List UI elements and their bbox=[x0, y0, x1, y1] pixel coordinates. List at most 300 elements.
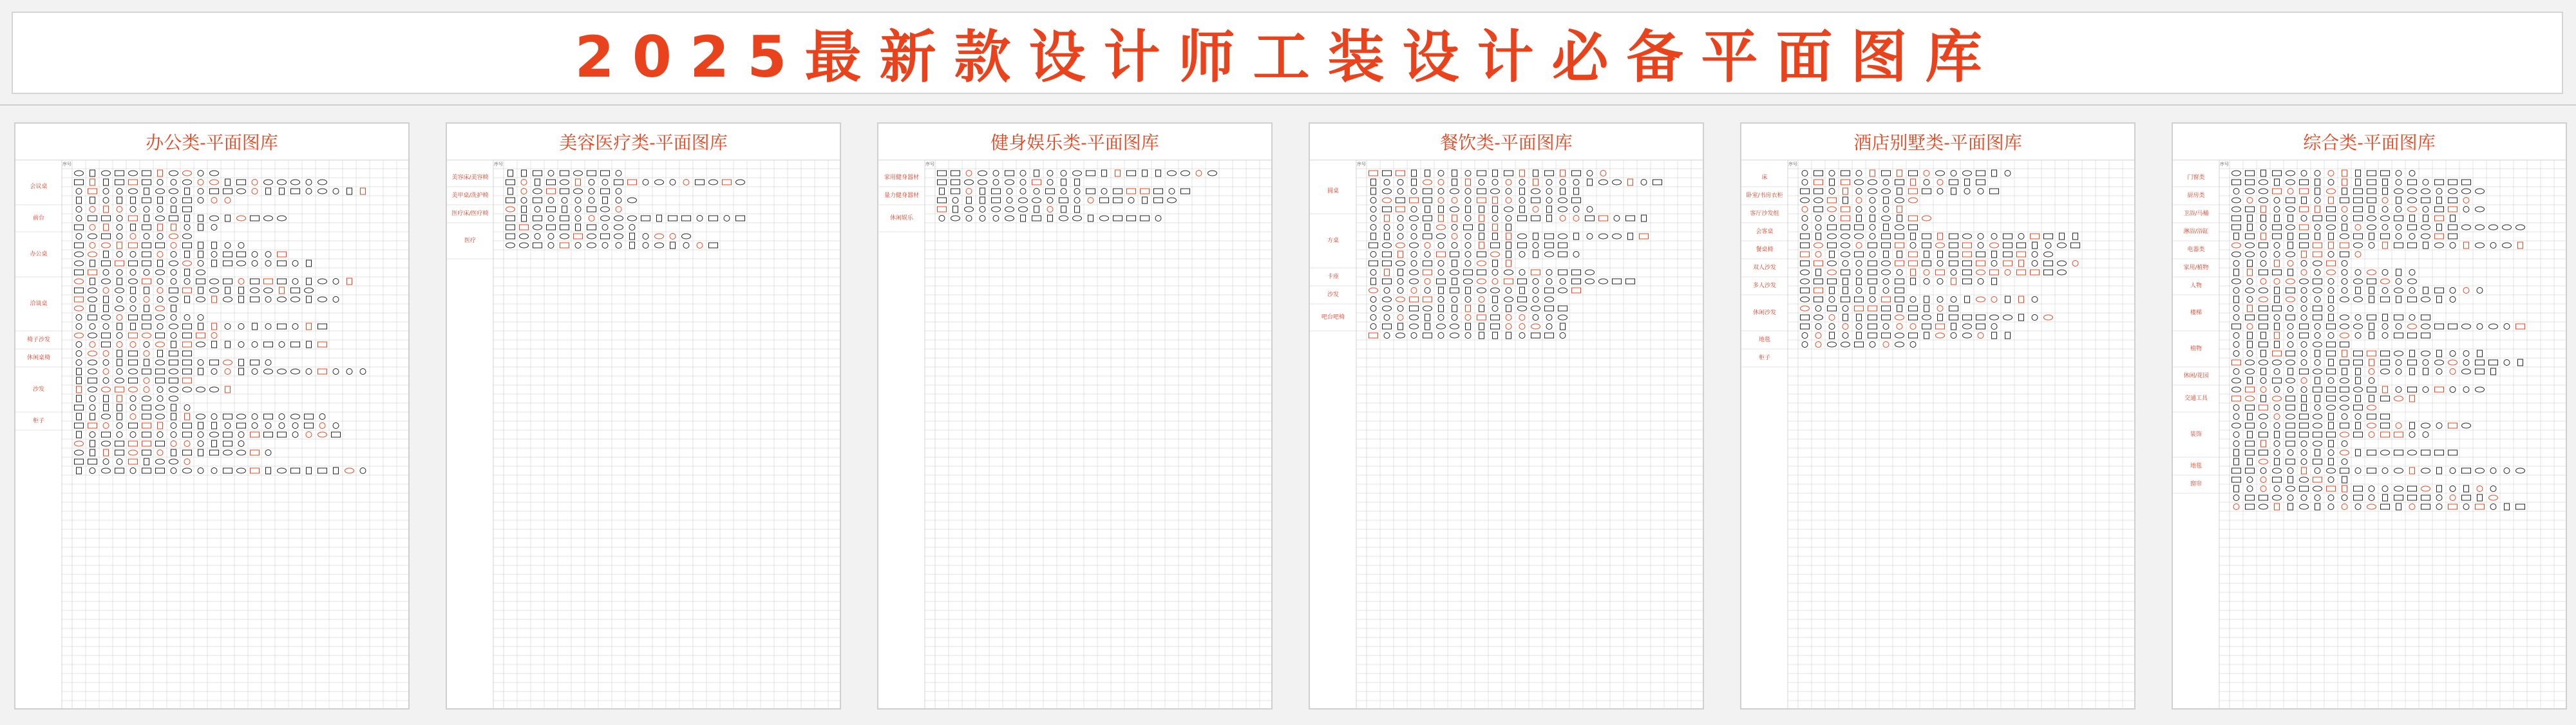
furniture-symbol-icon bbox=[1843, 188, 1848, 194]
furniture-symbol-icon bbox=[333, 189, 339, 194]
furniture-symbol-icon bbox=[709, 180, 718, 185]
furniture-symbol-icon bbox=[184, 441, 190, 447]
furniture-symbol-icon bbox=[1613, 234, 1622, 239]
furniture-symbol-icon bbox=[210, 360, 219, 365]
furniture-symbol-icon bbox=[1560, 170, 1566, 176]
furniture-symbol-icon bbox=[2246, 441, 2255, 446]
furniture-symbol-icon bbox=[1909, 333, 1918, 338]
furniture-symbol-icon bbox=[1801, 288, 1810, 293]
furniture-symbol-icon bbox=[2232, 180, 2241, 185]
furniture-symbol-icon bbox=[171, 279, 176, 285]
grid-lines bbox=[15, 160, 408, 708]
furniture-symbol-icon bbox=[2421, 315, 2430, 320]
furniture-symbol-icon bbox=[614, 180, 623, 185]
furniture-symbol-icon bbox=[2300, 180, 2309, 185]
furniture-symbol-icon bbox=[347, 278, 352, 285]
furniture-symbol-icon bbox=[2355, 252, 2361, 258]
furniture-symbol-icon bbox=[2394, 288, 2403, 293]
furniture-symbol-icon bbox=[305, 414, 314, 419]
furniture-symbol-icon bbox=[2340, 252, 2349, 257]
furniture-symbol-icon bbox=[1465, 252, 1471, 258]
furniture-symbol-icon bbox=[142, 441, 151, 446]
furniture-symbol-icon bbox=[1828, 261, 1837, 266]
furniture-symbol-icon bbox=[548, 198, 554, 203]
furniture-symbol-icon bbox=[1882, 315, 1891, 320]
furniture-symbol-icon bbox=[157, 279, 163, 285]
furniture-symbol-icon bbox=[1870, 170, 1875, 176]
furniture-symbol-icon bbox=[1922, 324, 1931, 329]
furniture-symbol-icon bbox=[2356, 287, 2361, 294]
furniture-symbol-icon bbox=[1573, 180, 1579, 185]
category-label: 会议桌 bbox=[30, 184, 48, 190]
furniture-symbol-icon bbox=[2423, 387, 2429, 393]
furniture-symbol-icon bbox=[560, 171, 569, 176]
furniture-symbol-icon bbox=[252, 252, 258, 258]
furniture-symbol-icon bbox=[198, 171, 204, 176]
furniture-symbol-icon bbox=[2286, 396, 2295, 401]
furniture-symbol-icon bbox=[2005, 296, 2011, 303]
furniture-symbol-icon bbox=[212, 440, 217, 447]
furniture-symbol-icon bbox=[2327, 189, 2336, 194]
furniture-symbol-icon bbox=[142, 324, 151, 329]
furniture-symbol-icon bbox=[1802, 171, 1808, 176]
furniture-symbol-icon bbox=[1895, 333, 1904, 338]
furniture-symbol-icon bbox=[1546, 198, 1552, 203]
furniture-symbol-icon bbox=[76, 351, 82, 357]
furniture-symbol-icon bbox=[2382, 225, 2388, 231]
furniture-symbol-icon bbox=[2503, 243, 2512, 248]
furniture-symbol-icon bbox=[117, 225, 122, 231]
furniture-symbol-icon bbox=[2261, 440, 2266, 447]
furniture-symbol-icon bbox=[2354, 216, 2363, 221]
furniture-symbol-icon bbox=[2248, 305, 2253, 312]
furniture-symbol-icon bbox=[2260, 477, 2266, 483]
furniture-symbol-icon bbox=[129, 387, 138, 392]
furniture-symbol-icon bbox=[251, 279, 260, 284]
furniture-symbol-icon bbox=[2421, 189, 2430, 194]
furniture-symbol-icon bbox=[1452, 305, 1457, 312]
furniture-symbol-icon bbox=[2288, 233, 2293, 240]
furniture-symbol-icon bbox=[2246, 252, 2255, 257]
furniture-symbol-icon bbox=[1385, 233, 1390, 240]
furniture-symbol-icon bbox=[225, 423, 231, 429]
furniture-symbol-icon bbox=[1924, 180, 1929, 185]
furniture-symbol-icon bbox=[1425, 224, 1430, 231]
furniture-symbol-icon bbox=[2476, 225, 2485, 230]
furniture-symbol-icon bbox=[1884, 251, 1889, 258]
furniture-symbol-icon bbox=[1383, 171, 1392, 176]
furniture-symbol-icon bbox=[2246, 405, 2255, 410]
furniture-symbol-icon bbox=[1465, 315, 1471, 321]
furniture-symbol-icon bbox=[144, 234, 149, 240]
furniture-symbol-icon bbox=[1504, 270, 1513, 275]
furniture-symbol-icon bbox=[278, 279, 287, 284]
furniture-symbol-icon bbox=[1397, 189, 1403, 194]
furniture-symbol-icon bbox=[196, 414, 205, 419]
furniture-symbol-icon bbox=[1829, 315, 1835, 321]
furniture-symbol-icon bbox=[169, 216, 178, 221]
furniture-symbol-icon bbox=[75, 297, 84, 302]
furniture-symbol-icon bbox=[2327, 396, 2336, 401]
furniture-symbol-icon bbox=[1452, 297, 1457, 303]
furniture-symbol-icon bbox=[2259, 342, 2268, 347]
furniture-symbol-icon bbox=[614, 216, 623, 221]
furniture-symbol-icon bbox=[2247, 279, 2253, 285]
furniture-symbol-icon bbox=[1439, 305, 1444, 312]
furniture-symbol-icon bbox=[2342, 179, 2347, 185]
category-label: 多人沙发 bbox=[1752, 283, 1776, 289]
furniture-symbol-icon bbox=[2462, 180, 2471, 185]
furniture-symbol-icon bbox=[1937, 180, 1943, 185]
furniture-symbol-icon bbox=[2301, 306, 2307, 312]
furniture-symbol-icon bbox=[1936, 171, 1945, 176]
furniture-symbol-icon bbox=[102, 216, 111, 221]
furniture-symbol-icon bbox=[2248, 260, 2253, 267]
furniture-symbol-icon bbox=[117, 216, 122, 221]
furniture-symbol-icon bbox=[2421, 333, 2430, 338]
furniture-symbol-icon bbox=[77, 395, 82, 402]
furniture-symbol-icon bbox=[238, 324, 244, 330]
furniture-symbol-icon bbox=[1991, 324, 1997, 330]
furniture-symbol-icon bbox=[117, 459, 122, 465]
furniture-symbol-icon bbox=[103, 324, 109, 330]
furniture-symbol-icon bbox=[223, 279, 232, 284]
furniture-symbol-icon bbox=[225, 198, 231, 203]
furniture-symbol-icon bbox=[278, 369, 287, 374]
furniture-symbol-icon bbox=[2286, 360, 2295, 365]
furniture-symbol-icon bbox=[2300, 414, 2309, 419]
furniture-symbol-icon bbox=[183, 450, 192, 455]
furniture-symbol-icon bbox=[307, 323, 312, 330]
furniture-symbol-icon bbox=[129, 441, 138, 446]
furniture-symbol-icon bbox=[2410, 215, 2415, 221]
furniture-symbol-icon bbox=[2329, 296, 2334, 303]
furniture-symbol-icon bbox=[1531, 189, 1540, 194]
furniture-symbol-icon bbox=[2448, 189, 2458, 194]
furniture-symbol-icon bbox=[102, 387, 111, 392]
furniture-symbol-icon bbox=[2300, 477, 2309, 482]
furniture-symbol-icon bbox=[2396, 269, 2401, 276]
furniture-symbol-icon bbox=[601, 216, 610, 221]
furniture-symbol-icon bbox=[1801, 234, 1810, 239]
furniture-symbol-icon bbox=[237, 468, 246, 473]
furniture-symbol-icon bbox=[129, 189, 138, 194]
furniture-symbol-icon bbox=[614, 225, 623, 230]
furniture-symbol-icon bbox=[1479, 180, 1484, 185]
furniture-symbol-icon bbox=[90, 207, 95, 212]
furniture-symbol-icon bbox=[1506, 180, 1511, 185]
furniture-symbol-icon bbox=[2464, 485, 2469, 492]
furniture-symbol-icon bbox=[1438, 189, 1444, 194]
furniture-symbol-icon bbox=[1951, 278, 1956, 285]
furniture-symbol-icon bbox=[318, 342, 327, 347]
furniture-symbol-icon bbox=[238, 432, 244, 438]
furniture-symbol-icon bbox=[1963, 261, 1972, 266]
furniture-symbol-icon bbox=[102, 432, 111, 437]
furniture-symbol-icon bbox=[1868, 279, 1877, 284]
furniture-symbol-icon bbox=[2489, 225, 2498, 230]
furniture-symbol-icon bbox=[1439, 287, 1444, 294]
furniture-symbol-icon bbox=[1506, 189, 1511, 194]
furniture-symbol-icon bbox=[2246, 180, 2255, 185]
furniture-symbol-icon bbox=[1073, 216, 1082, 221]
furniture-symbol-icon bbox=[1963, 279, 1972, 284]
furniture-symbol-icon bbox=[265, 450, 271, 456]
furniture-symbol-icon bbox=[1951, 270, 1956, 276]
furniture-symbol-icon bbox=[318, 369, 327, 374]
grid-header bbox=[925, 160, 1271, 169]
furniture-symbol-icon bbox=[2342, 270, 2347, 276]
furniture-symbol-icon bbox=[1034, 189, 1039, 194]
furniture-symbol-icon bbox=[506, 243, 515, 248]
furniture-symbol-icon bbox=[601, 189, 610, 194]
furniture-symbol-icon bbox=[2410, 467, 2415, 474]
furniture-symbol-icon bbox=[1870, 207, 1875, 212]
furniture-symbol-icon bbox=[1506, 198, 1511, 203]
furniture-symbol-icon bbox=[2450, 468, 2456, 474]
furniture-symbol-icon bbox=[2354, 297, 2363, 302]
furniture-symbol-icon bbox=[1369, 261, 1378, 266]
furniture-symbol-icon bbox=[1949, 261, 1958, 266]
furniture-symbol-icon bbox=[1450, 207, 1459, 212]
furniture-symbol-icon bbox=[2340, 450, 2349, 455]
furniture-symbol-icon bbox=[2394, 495, 2403, 500]
furniture-symbol-icon bbox=[938, 171, 947, 176]
furniture-symbol-icon bbox=[1423, 297, 1432, 302]
furniture-symbol-icon bbox=[2301, 171, 2307, 176]
furniture-symbol-icon bbox=[1519, 333, 1525, 339]
furniture-symbol-icon bbox=[305, 288, 314, 293]
furniture-symbol-icon bbox=[1465, 243, 1471, 249]
furniture-symbol-icon bbox=[2396, 197, 2401, 203]
furniture-symbol-icon bbox=[1383, 198, 1392, 203]
furniture-symbol-icon bbox=[724, 216, 730, 221]
furniture-symbol-icon bbox=[2301, 378, 2307, 384]
furniture-symbol-icon bbox=[291, 369, 300, 374]
furniture-symbol-icon bbox=[1493, 170, 1498, 176]
furniture-symbol-icon bbox=[2329, 359, 2334, 366]
furniture-symbol-icon bbox=[142, 180, 151, 185]
furniture-symbol-icon bbox=[1533, 170, 1539, 176]
furniture-symbol-icon bbox=[2315, 198, 2320, 203]
furniture-symbol-icon bbox=[980, 188, 985, 194]
furniture-symbol-icon bbox=[533, 198, 542, 203]
furniture-symbol-icon bbox=[1385, 269, 1390, 276]
page-title: 2025最新款设计师工装设计必备平面图库 bbox=[574, 24, 2000, 90]
furniture-symbol-icon bbox=[1855, 234, 1864, 239]
furniture-symbol-icon bbox=[1978, 279, 1984, 285]
furniture-symbol-icon bbox=[196, 270, 205, 275]
furniture-symbol-icon bbox=[1802, 207, 1808, 212]
grid-lines bbox=[1310, 160, 1703, 708]
furniture-symbol-icon bbox=[2463, 207, 2469, 212]
furniture-symbol-icon bbox=[1046, 189, 1055, 194]
furniture-symbol-icon bbox=[1101, 189, 1107, 194]
furniture-symbol-icon bbox=[1841, 216, 1850, 221]
furniture-symbol-icon bbox=[2355, 504, 2361, 510]
furniture-symbol-icon bbox=[171, 270, 176, 276]
furniture-symbol-icon bbox=[1856, 288, 1862, 294]
furniture-symbol-icon bbox=[1599, 279, 1608, 284]
furniture-symbol-icon bbox=[129, 450, 138, 455]
furniture-symbol-icon bbox=[130, 270, 136, 276]
furniture-symbol-icon bbox=[117, 270, 122, 276]
furniture-symbol-icon bbox=[2286, 441, 2295, 446]
furniture-symbol-icon bbox=[1506, 242, 1511, 249]
furniture-symbol-icon bbox=[223, 189, 232, 194]
furniture-symbol-icon bbox=[1464, 279, 1473, 284]
furniture-symbol-icon bbox=[1464, 225, 1473, 230]
furniture-symbol-icon bbox=[1410, 216, 1419, 221]
furniture-symbol-icon bbox=[88, 369, 97, 374]
furniture-symbol-icon bbox=[1506, 332, 1511, 339]
furniture-symbol-icon bbox=[2274, 369, 2280, 375]
furniture-symbol-icon bbox=[1613, 180, 1622, 185]
furniture-symbol-icon bbox=[1843, 197, 1848, 203]
furniture-symbol-icon bbox=[993, 216, 999, 221]
furniture-symbol-icon bbox=[2328, 306, 2334, 312]
furniture-symbol-icon bbox=[1384, 288, 1390, 294]
furniture-symbol-icon bbox=[2490, 243, 2496, 249]
furniture-symbol-icon bbox=[144, 359, 149, 366]
furniture-symbol-icon bbox=[171, 252, 176, 258]
furniture-symbol-icon bbox=[77, 386, 82, 393]
category-label: 装饰 bbox=[2190, 431, 2202, 438]
panel-dining bbox=[1309, 122, 1704, 710]
furniture-symbol-icon bbox=[1949, 315, 1958, 320]
furniture-symbol-icon bbox=[1613, 279, 1622, 284]
furniture-symbol-icon bbox=[2342, 441, 2347, 447]
furniture-symbol-icon bbox=[1397, 225, 1403, 231]
furniture-symbol-icon bbox=[169, 369, 178, 374]
furniture-symbol-icon bbox=[210, 288, 219, 293]
furniture-symbol-icon bbox=[1369, 243, 1378, 248]
furniture-symbol-icon bbox=[117, 432, 122, 438]
furniture-symbol-icon bbox=[1452, 198, 1457, 203]
furniture-symbol-icon bbox=[157, 450, 163, 456]
furniture-symbol-icon bbox=[251, 360, 260, 365]
furniture-symbol-icon bbox=[1653, 180, 1662, 185]
furniture-symbol-icon bbox=[1587, 234, 1593, 240]
furniture-symbol-icon bbox=[2408, 279, 2417, 284]
furniture-symbol-icon bbox=[1493, 206, 1498, 212]
furniture-symbol-icon bbox=[1518, 297, 1527, 302]
furniture-symbol-icon bbox=[1801, 198, 1810, 203]
furniture-symbol-icon bbox=[278, 261, 287, 266]
furniture-symbol-icon bbox=[130, 414, 136, 420]
furniture-symbol-icon bbox=[157, 180, 163, 185]
panel-hotel bbox=[1740, 122, 2136, 710]
furniture-symbol-icon bbox=[223, 297, 232, 302]
furniture-symbol-icon bbox=[90, 432, 95, 438]
furniture-symbol-icon bbox=[1801, 261, 1810, 266]
furniture-symbol-icon bbox=[1533, 207, 1539, 212]
furniture-symbol-icon bbox=[198, 215, 204, 221]
furniture-symbol-icon bbox=[2328, 378, 2334, 384]
furniture-symbol-icon bbox=[2233, 351, 2239, 357]
furniture-symbol-icon bbox=[1113, 198, 1122, 203]
furniture-symbol-icon bbox=[318, 180, 327, 185]
furniture-symbol-icon bbox=[1855, 180, 1864, 185]
furniture-symbol-icon bbox=[2516, 504, 2525, 509]
furniture-symbol-icon bbox=[223, 252, 232, 257]
furniture-symbol-icon bbox=[2287, 450, 2293, 456]
furniture-symbol-icon bbox=[1466, 287, 1471, 294]
furniture-symbol-icon bbox=[1937, 261, 1943, 267]
furniture-symbol-icon bbox=[144, 458, 149, 465]
panel-beauty-medical bbox=[446, 122, 841, 710]
furniture-symbol-icon bbox=[2354, 432, 2363, 437]
furniture-symbol-icon bbox=[2246, 207, 2255, 212]
furniture-symbol-icon bbox=[1102, 170, 1107, 176]
furniture-symbol-icon bbox=[2450, 215, 2456, 221]
furniture-symbol-icon bbox=[2340, 342, 2349, 347]
furniture-symbol-icon bbox=[2340, 387, 2349, 392]
furniture-symbol-icon bbox=[2382, 198, 2388, 203]
furniture-symbol-icon bbox=[1371, 179, 1376, 185]
furniture-symbol-icon bbox=[940, 188, 945, 194]
furniture-symbol-icon bbox=[2476, 243, 2485, 248]
furniture-symbol-icon bbox=[238, 243, 244, 249]
furniture-symbol-icon bbox=[993, 171, 999, 176]
furniture-symbol-icon bbox=[278, 324, 287, 329]
furniture-symbol-icon bbox=[2329, 422, 2334, 429]
furniture-symbol-icon bbox=[2421, 486, 2430, 491]
furniture-symbol-icon bbox=[185, 188, 190, 194]
furniture-symbol-icon bbox=[1801, 306, 1810, 311]
furniture-symbol-icon bbox=[2005, 171, 2011, 176]
furniture-symbol-icon bbox=[2261, 215, 2266, 221]
furniture-symbol-icon bbox=[1423, 270, 1432, 275]
furniture-symbol-icon bbox=[2232, 324, 2241, 329]
furniture-symbol-icon bbox=[2462, 369, 2471, 374]
furniture-symbol-icon bbox=[2356, 449, 2361, 456]
furniture-symbol-icon bbox=[278, 216, 287, 221]
furniture-symbol-icon bbox=[1479, 233, 1484, 240]
furniture-symbol-icon bbox=[2394, 468, 2403, 473]
furniture-symbol-icon bbox=[2286, 423, 2295, 428]
furniture-symbol-icon bbox=[2232, 477, 2241, 482]
furniture-symbol-icon bbox=[2286, 351, 2295, 356]
furniture-symbol-icon bbox=[2233, 288, 2239, 294]
furniture-symbol-icon bbox=[602, 180, 608, 185]
furniture-symbol-icon bbox=[1895, 180, 1904, 185]
furniture-symbol-icon bbox=[2300, 189, 2309, 194]
furniture-symbol-icon bbox=[2005, 332, 2011, 339]
furniture-symbol-icon bbox=[1450, 189, 1459, 194]
furniture-symbol-icon bbox=[183, 171, 192, 176]
furniture-symbol-icon bbox=[1520, 188, 1525, 194]
furniture-symbol-icon bbox=[1005, 180, 1014, 185]
furniture-symbol-icon bbox=[1560, 188, 1566, 194]
furniture-symbol-icon bbox=[264, 432, 273, 437]
furniture-symbol-icon bbox=[1423, 198, 1432, 203]
furniture-symbol-icon bbox=[2448, 324, 2458, 329]
furniture-symbol-icon bbox=[1438, 315, 1444, 321]
furniture-symbol-icon bbox=[952, 198, 958, 203]
furniture-symbol-icon bbox=[196, 342, 205, 347]
furniture-symbol-icon bbox=[115, 450, 124, 455]
furniture-symbol-icon bbox=[2394, 333, 2403, 338]
furniture-symbol-icon bbox=[2234, 449, 2239, 456]
furniture-symbol-icon bbox=[1883, 180, 1889, 185]
furniture-symbol-icon bbox=[278, 180, 287, 185]
furniture-symbol-icon bbox=[1614, 216, 1620, 221]
furniture-symbol-icon bbox=[1991, 234, 1997, 240]
furniture-symbol-icon bbox=[1437, 252, 1446, 257]
furniture-symbol-icon bbox=[1465, 189, 1471, 194]
furniture-symbol-icon bbox=[2396, 324, 2401, 330]
